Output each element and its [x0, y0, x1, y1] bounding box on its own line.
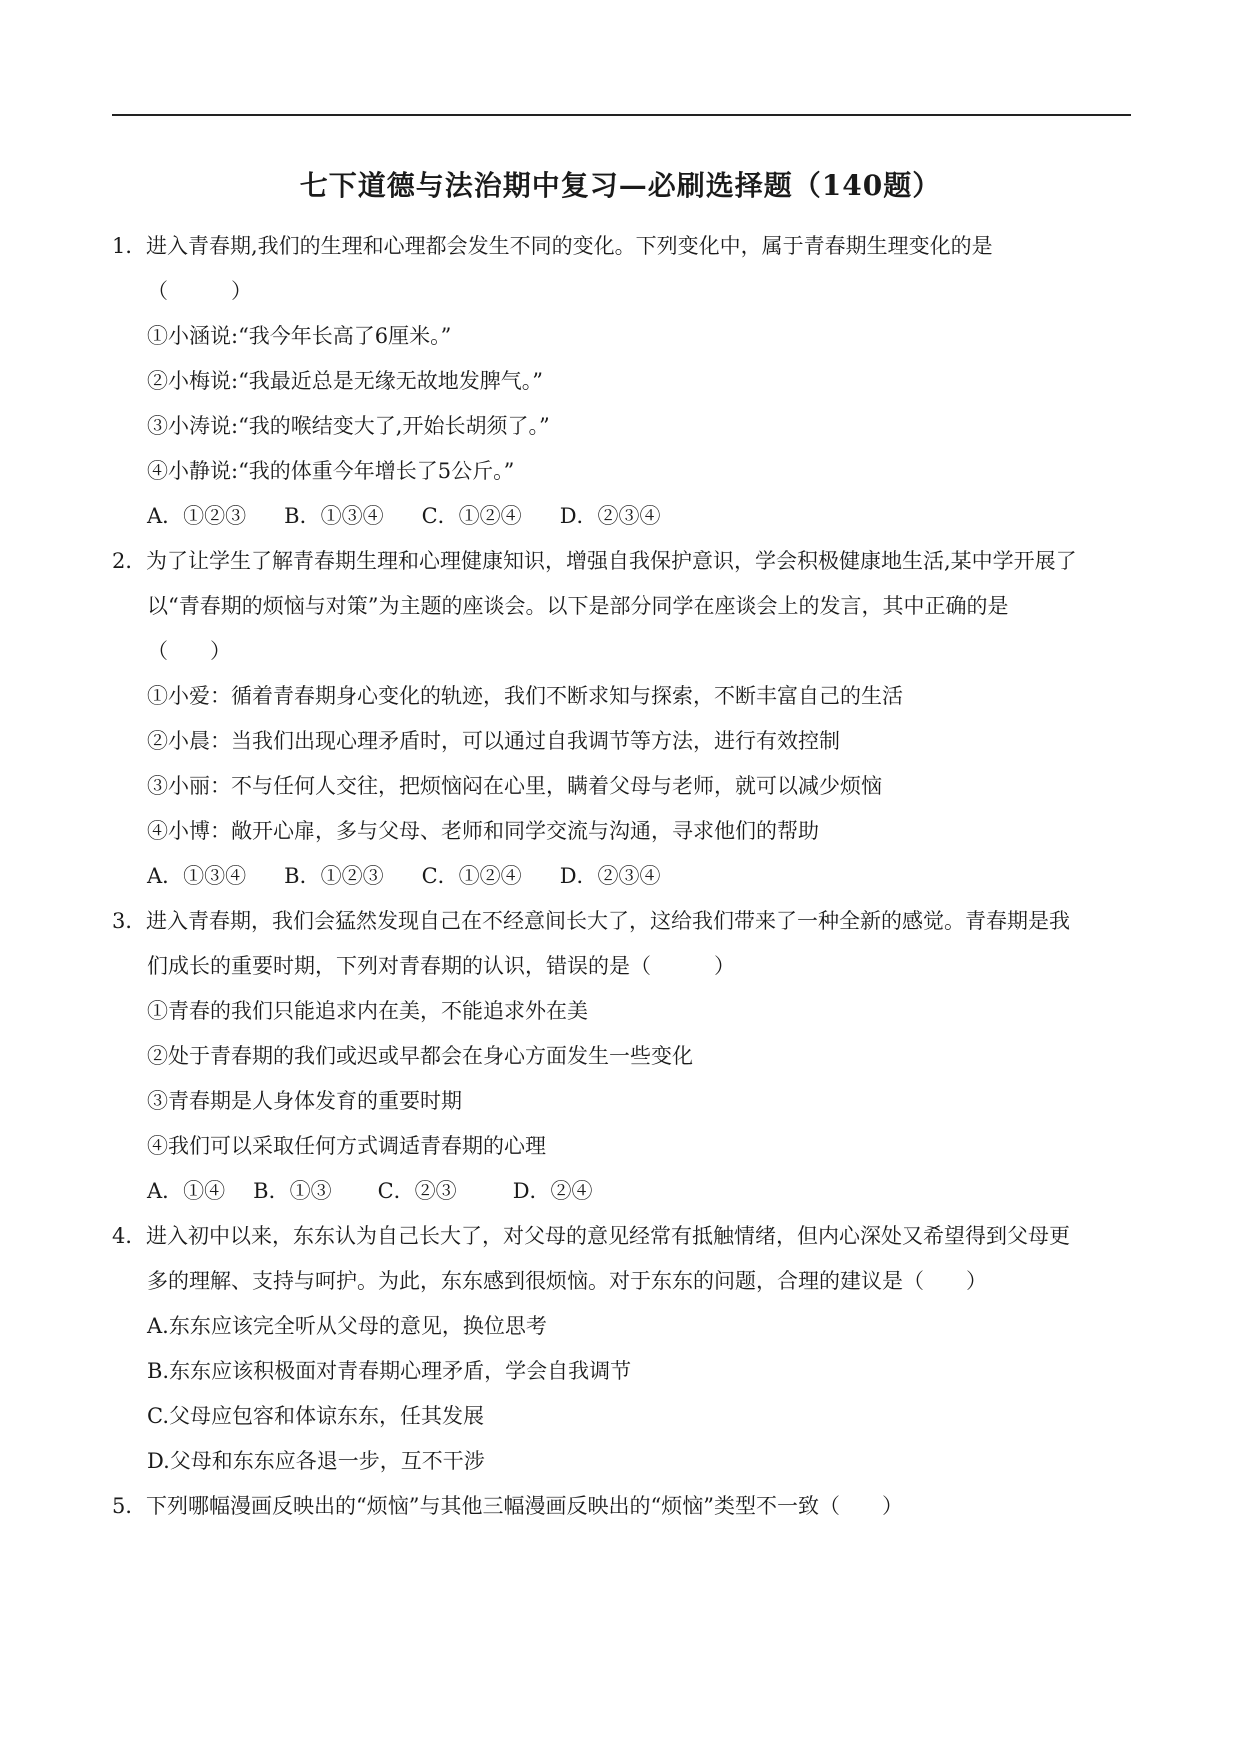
q3-item-2: ②处于青春期的我们或迟或早都会在身心方面发生一些变化	[147, 1044, 693, 1068]
q1-answer-paren: （ ）	[147, 279, 252, 303]
q1-item-3: ③小涛说:“我的喉结变大了,开始长胡须了。”	[147, 414, 550, 438]
q1-number: 1．	[112, 234, 147, 258]
q1-choice-d: D．②③④	[559, 504, 661, 528]
q4-stem	[112, 1222, 1070, 1250]
q2-answer-paren: （ ）	[147, 639, 231, 663]
q2-choice-a: A．①③④	[147, 864, 247, 888]
q3-item-1: ①青春的我们只能追求内在美，不能追求外在美	[147, 999, 588, 1023]
q2-choice-d: D．②③④	[559, 864, 661, 888]
q1-item-4: ④小静说:“我的体重今年增长了5公斤。”	[147, 459, 515, 483]
q2-number: 2．	[112, 549, 147, 573]
q3-stem-text: 进入青春期，我们会猛然发现自己在不经意间长大了，这给我们带来了一种全新的感觉。青春期是我	[146, 909, 1070, 933]
q2-item-3: ③小丽：不与任何人交往，把烦恼闷在心里，瞒着父母与老师，就可以减少烦恼	[147, 774, 882, 798]
q3-stem	[112, 907, 1070, 935]
q4-option-d: D.父母和东东应各退一步，互不干涉	[147, 1449, 485, 1473]
q2-choices	[147, 862, 699, 890]
q4-option-c: C.父母应包容和体谅东东，任其发展	[147, 1404, 484, 1428]
q3-item-3: ③青春期是人身体发育的重要时期	[147, 1089, 462, 1113]
q3-choice-c: C．②③	[377, 1179, 457, 1203]
header-rule	[112, 114, 1131, 116]
q4-stem-cont: 多的理解、支持与呵护。为此，东东感到很烦恼。对于东东的问题，合理的建议是（ ）	[147, 1269, 987, 1293]
q1-choice-a: A．①②③	[147, 504, 247, 528]
q2-choice-c: C．①②④	[421, 864, 522, 888]
q3-choice-b: B．①③	[253, 1179, 332, 1203]
q4-option-a: A.东东应该完全听从父母的意见，换位思考	[147, 1314, 547, 1338]
q1-stem	[112, 232, 993, 260]
q2-item-1: ①小爱：循着青春期身心变化的轨迹，我们不断求知与探索，不断丰富自己的生活	[147, 684, 903, 708]
q3-choice-d: D．②④	[512, 1179, 593, 1203]
q3-item-4: ④我们可以采取任何方式调适青春期的心理	[147, 1134, 546, 1158]
q5-number: 5．	[112, 1494, 147, 1518]
q1-choice-b: B．①③④	[284, 504, 384, 528]
q1-choices	[147, 502, 699, 530]
q2-choice-b: B．①②③	[284, 864, 384, 888]
document-title: 七下道德与法治期中复习—必刷选择题（140题）	[299, 169, 942, 202]
q1-item-2: ②小梅说:“我最近总是无缘无故地发脾气。”	[147, 369, 544, 393]
q3-choice-a: A．①④	[147, 1179, 226, 1203]
q1-item-1: ①小涵说:“我今年长高了6厘米。”	[147, 324, 452, 348]
q2-stem-text: 为了让学生了解青春期生理和心理健康知识，增强自我保护意识，学会积极健康地生活,某中学开展了	[146, 549, 1077, 573]
q4-option-b: B.东东应该积极面对青春期心理矛盾，学会自我调节	[147, 1359, 632, 1383]
q3-choices	[147, 1177, 631, 1205]
q3-stem-cont: 们成长的重要时期，下列对青春期的认识，错误的是（ ）	[147, 954, 735, 978]
q4-number: 4．	[112, 1224, 147, 1248]
q2-item-2: ②小晨：当我们出现心理矛盾时，可以通过自我调节等方法，进行有效控制	[147, 729, 840, 753]
q5-stem-text: 下列哪幅漫画反映出的“烦恼”与其他三幅漫画反映出的“烦恼”类型不一致（ ）	[146, 1494, 903, 1518]
q1-choice-c: C．①②④	[421, 504, 522, 528]
q5-stem	[112, 1492, 903, 1520]
q4-stem-text: 进入初中以来，东东认为自己长大了，对父母的意见经常有抵触情绪，但内心深处又希望得到父母更	[146, 1224, 1070, 1248]
q2-stem-cont: 以“青春期的烦恼与对策”为主题的座谈会。以下是部分同学在座谈会上的发言，其中正确的是	[147, 594, 1009, 618]
q1-stem-text: 进入青春期,我们的生理和心理都会发生不同的变化。下列变化中，属于青春期生理变化的是	[146, 234, 993, 258]
q3-number: 3．	[112, 909, 147, 933]
q2-stem	[112, 547, 1077, 575]
q2-item-4: ④小博：敞开心扉，多与父母、老师和同学交流与沟通，寻求他们的帮助	[147, 819, 819, 843]
